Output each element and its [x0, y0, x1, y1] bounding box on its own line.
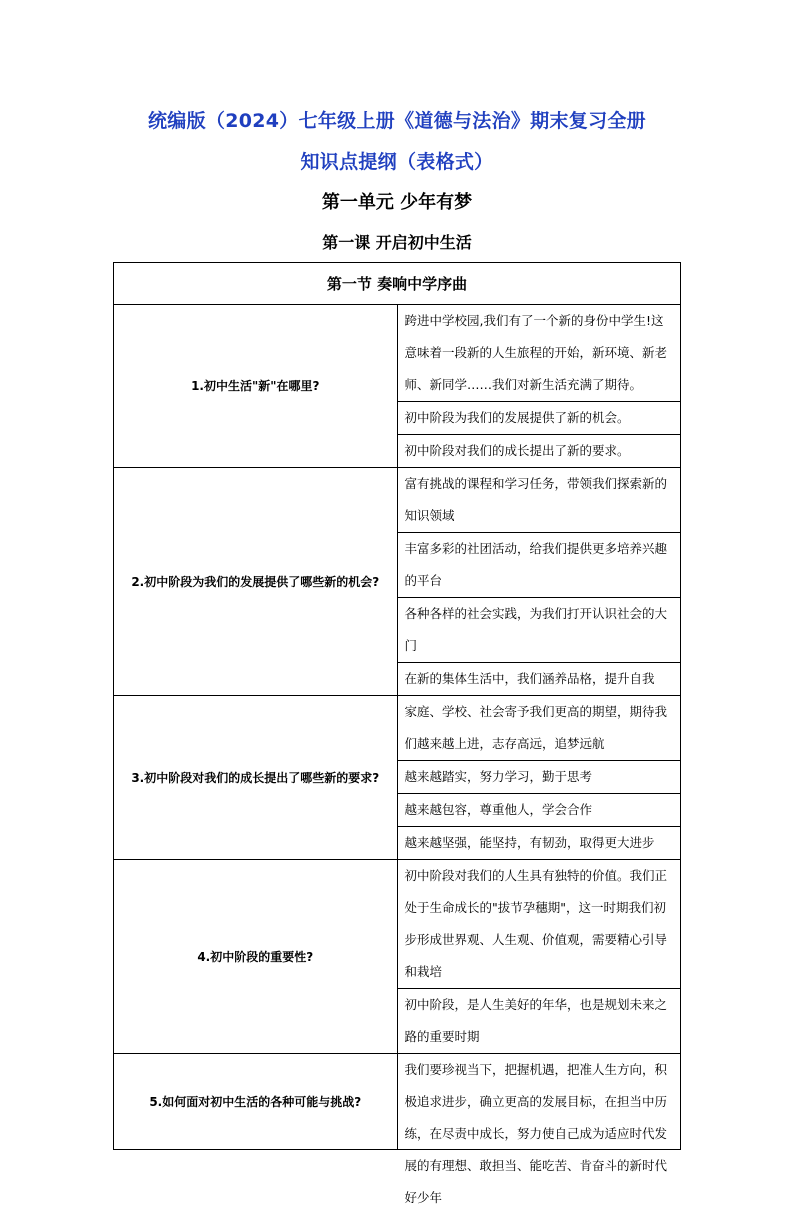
section-row — [114, 263, 681, 305]
question-cell: 3.初中阶段对我们的成长提出了哪些新的要求? — [114, 696, 398, 860]
table-row — [114, 1054, 681, 1150]
answer-cell: 初中阶段为我们的发展提供了新的机会。 — [397, 402, 681, 435]
table-row — [114, 468, 681, 533]
answer-cell: 初中阶段，是人生美好的年华，也是规划未来之路的重要时期 — [397, 989, 681, 1054]
answer-cell: 家庭、学校、社会寄予我们更高的期望，期待我们越来越上进，志存高远，追梦远航 — [397, 696, 681, 761]
unit-heading: 第一单元 少年有梦 — [321, 192, 473, 213]
answer-text: 我们要珍视当下，把握机遇，把准人生方向，积极追求进步，确立更高的发展目标，在担当中历练，在尽责中成长，努力使自己成为适应时代发展的有理想、敢担当、能吃苦、肯奋斗的新时代好少年 — [404, 1062, 668, 1205]
question-cell: 4.初中阶段的重要性? — [114, 860, 398, 1054]
question-cell: 1.初中生活"新"在哪里? — [114, 305, 398, 468]
document-title-line2: 知识点提纲（表格式） — [300, 151, 494, 173]
answer-cell: 跨进中学校园,我们有了一个新的身份中学生!这意味着一段新的人生旅程的开始，新环境、新老师、新同学……我们对新生活充满了期待。 — [397, 305, 681, 402]
answer-cell: 初中阶段对我们的人生具有独特的价值。我们正处于生命成长的"拔节孕穗期"，这一时期我们初步形成世界观、人生观、价值观，需要精心引导和栽培 — [397, 860, 681, 989]
lesson-heading: 第一课 开启初中生活 — [322, 233, 472, 252]
question-cell: 5.如何面对初中生活的各种可能与挑战? — [114, 1054, 398, 1150]
question-cell: 2.初中阶段为我们的发展提供了哪些新的机会? — [114, 468, 398, 696]
answer-cell: 初中阶段对我们的成长提出了新的要求。 — [397, 435, 681, 468]
table-row — [114, 305, 681, 402]
answer-cell: 富有挑战的课程和学习任务，带领我们探索新的知识领域 — [397, 468, 681, 533]
answer-cell: 在新的集体生活中，我们涵养品格，提升自我 — [397, 663, 681, 696]
answer-cell: 越来越踏实，努力学习，勤于思考 — [397, 761, 681, 794]
answer-cell: 各种各样的社会实践，为我们打开认识社会的大门 — [397, 598, 681, 663]
section-title: 第一节 奏响中学序曲 — [114, 263, 681, 305]
knowledge-table — [113, 262, 681, 1205]
table-row — [114, 860, 681, 989]
document-title-line1: 统编版（2024）七年级上册《道德与法治》期末复习全册 — [148, 110, 646, 132]
answer-cell: 丰富多彩的社团活动，给我们提供更多培养兴趣的平台 — [397, 533, 681, 598]
answer-cell: 越来越包容，尊重他人，学会合作 — [397, 794, 681, 827]
answer-cell: 越来越坚强，能坚持，有韧劲，取得更大进步 — [397, 827, 681, 860]
knowledge-table-body — [114, 263, 681, 1205]
answer-cell-clipped — [397, 1054, 681, 1205]
table-row — [114, 696, 681, 761]
